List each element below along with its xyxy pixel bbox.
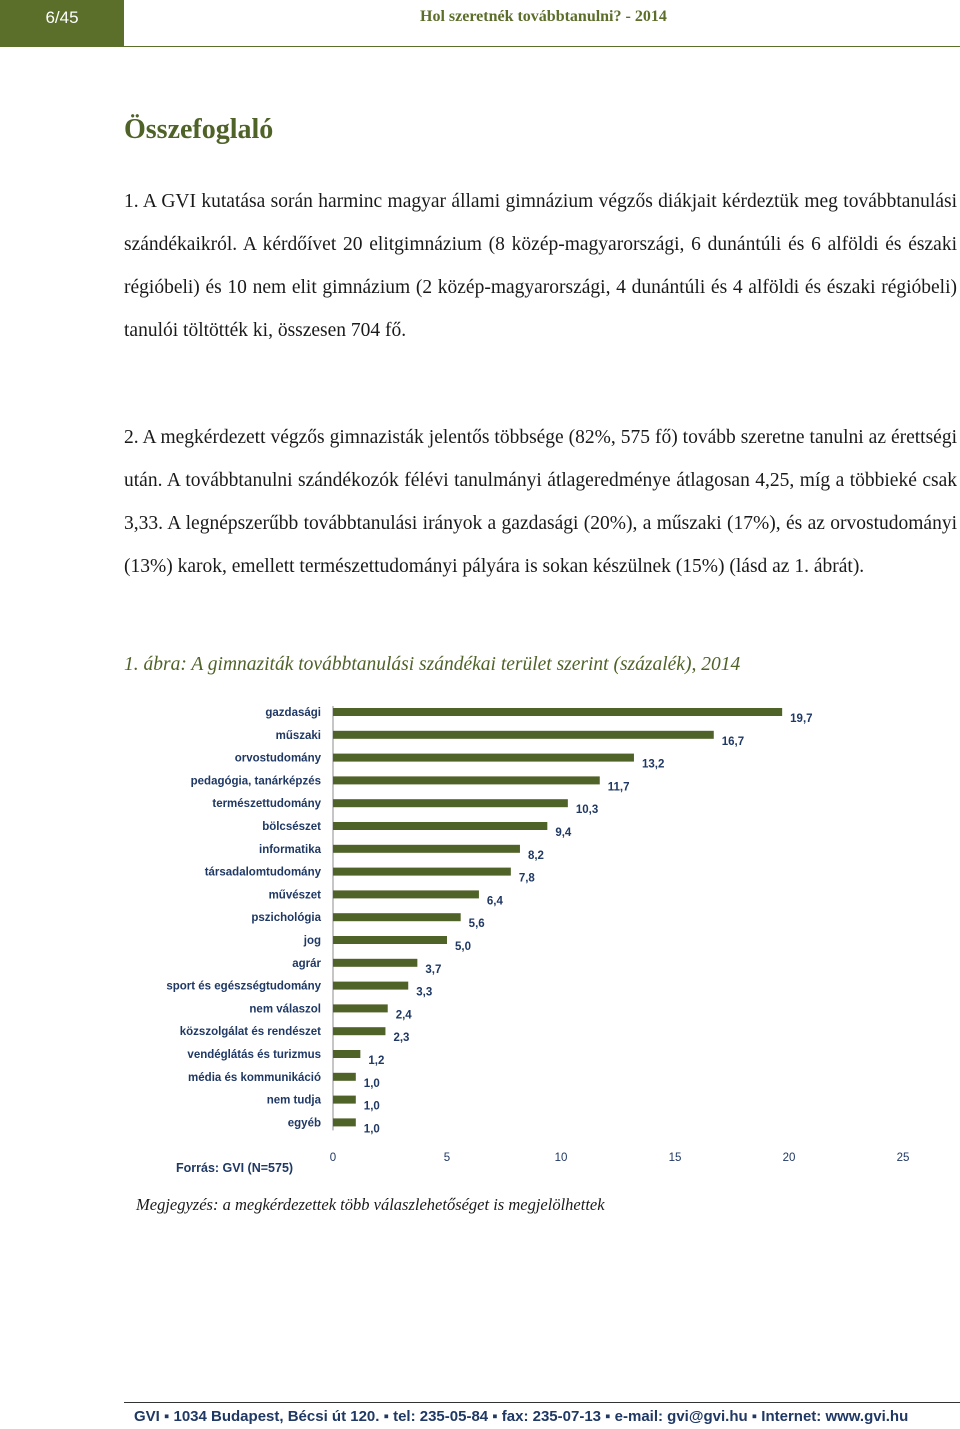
- category-label: természettudomány: [212, 798, 321, 811]
- data-label: 11,7: [607, 781, 630, 794]
- bar: [333, 754, 634, 762]
- bar-chart: [140, 700, 920, 1170]
- bar: [333, 890, 479, 898]
- data-label: 1,0: [363, 1077, 380, 1090]
- category-label: sport és egészségtudomány: [166, 980, 321, 993]
- category-label: orvostudomány: [234, 752, 321, 765]
- category-label: társadalomtudomány: [204, 866, 321, 879]
- data-label: 2,3: [393, 1032, 410, 1045]
- data-label: 1,0: [363, 1123, 380, 1136]
- category-label: gazdasági: [265, 707, 321, 719]
- data-label: 13,2: [641, 758, 665, 771]
- category-label: informatika: [259, 843, 321, 856]
- category-label: nem válaszol: [249, 1003, 321, 1016]
- bar: [333, 1027, 385, 1035]
- category-label: nem tudja: [266, 1094, 321, 1107]
- category-label: egyéb: [287, 1117, 321, 1130]
- summary-paragraph-1: 1. A GVI kutatása során harminc magyar állami gimnázium végzős diákjait kérdeztük meg továbbtanulási szándékaikról. A kérdőívet 20 elitgimnázium (8 közép-magyarországi, 6 dunántúli és 6 alföldi és északi régióbeli) és 10 nem elit gimnázium (2 közép-magyarországi, 4 dunántúli és 4 alföldi és északi régióbeli) tanulói töltötték ki, összesen 704 fő.: [124, 191, 957, 341]
- category-label: jog: [303, 935, 321, 947]
- category-label: műszaki: [275, 729, 321, 742]
- data-label: 3,3: [416, 986, 433, 999]
- bar: [333, 913, 461, 921]
- x-tick-label: 25: [896, 1152, 910, 1164]
- bar: [333, 959, 417, 967]
- data-label: 1,0: [363, 1100, 380, 1113]
- section-heading: Összefoglaló: [124, 114, 274, 145]
- footer-contact: GVI ▪ 1034 Budapest, Bécsi út 120. ▪ tel: 235-05-84 ▪ fax: 235-07-13 ▪ e-mail: gvi@gvi.hu ▪ Internet: www.gvi.hu: [134, 1408, 909, 1425]
- figure-source: Forrás: GVI (N=575): [176, 1161, 294, 1175]
- figure-note: Megjegyzés: a megkérdezettek több válaszlehetőséget is megjelölhettek: [136, 1195, 605, 1214]
- bar: [333, 708, 782, 716]
- figure-caption: 1. ábra: A gimnaziták továbbtanulási szándékai terület szerint (százalék), 2014: [124, 654, 741, 675]
- data-label: 5,0: [455, 941, 471, 953]
- category-label: közszolgálat és rendészet: [179, 1026, 321, 1039]
- category-label: bölcsészet: [262, 821, 321, 833]
- bar: [333, 731, 714, 739]
- bar: [333, 1096, 356, 1104]
- bar: [333, 822, 547, 830]
- x-tick-label: 20: [782, 1152, 796, 1164]
- bar: [333, 868, 511, 876]
- x-tick-label: 0: [329, 1152, 337, 1164]
- data-label: 6,4: [486, 895, 503, 908]
- page-number: 6/45: [0, 0, 124, 47]
- bar: [333, 1073, 356, 1081]
- data-label: 7,8: [518, 872, 535, 885]
- bar: [333, 1118, 356, 1126]
- bar: [333, 936, 447, 944]
- data-label: 5,6: [468, 918, 485, 931]
- x-tick-label: 10: [554, 1152, 568, 1164]
- data-label: 3,7: [425, 963, 442, 976]
- bar: [333, 776, 600, 784]
- footer-divider: [124, 1402, 960, 1403]
- data-label: 9,4: [555, 827, 572, 839]
- x-tick-label: 5: [443, 1152, 451, 1164]
- bar: [333, 982, 408, 990]
- x-tick-label: 15: [668, 1152, 682, 1164]
- data-label: 8,2: [527, 849, 544, 862]
- category-label: agrár: [292, 957, 321, 970]
- category-label: média és kommunikáció: [188, 1071, 321, 1084]
- category-label: vendéglátás és turizmus: [187, 1049, 321, 1061]
- bar: [333, 799, 568, 807]
- header-divider: [124, 46, 960, 47]
- bar: [333, 845, 520, 853]
- data-label: 2,4: [395, 1009, 412, 1022]
- category-label: pedagógia, tanárképzés: [190, 775, 321, 788]
- category-label: művészet: [268, 889, 321, 902]
- summary-paragraph-2: 2. A megkérdezett végzős gimnazisták jelentős többsége (82%, 575 fő) tovább szeretne tanulni az érettségi után. A továbbtanulni szándékozók félévi tanulmányi átlageredménye átlagosan 4,25, míg a többieké csak 3,33. A legnépszerűbb továbbtanulási irányok a gazdasági (20%), a műszaki (17%), és az orvostudományi (13%) karok, emellett természettudományi pályára is sokan készülnek (15%) (lásd az 1. ábrát).: [124, 427, 957, 577]
- data-label: 19,7: [790, 713, 813, 725]
- data-label: 16,7: [721, 735, 745, 748]
- bar: [333, 1004, 388, 1012]
- category-label: pszichológia: [251, 912, 321, 925]
- document-title: Hol szeretnék továbbtanulni? - 2014: [420, 8, 667, 25]
- data-label: 1,2: [368, 1055, 385, 1067]
- bar: [333, 1050, 360, 1058]
- data-label: 10,3: [575, 804, 599, 817]
